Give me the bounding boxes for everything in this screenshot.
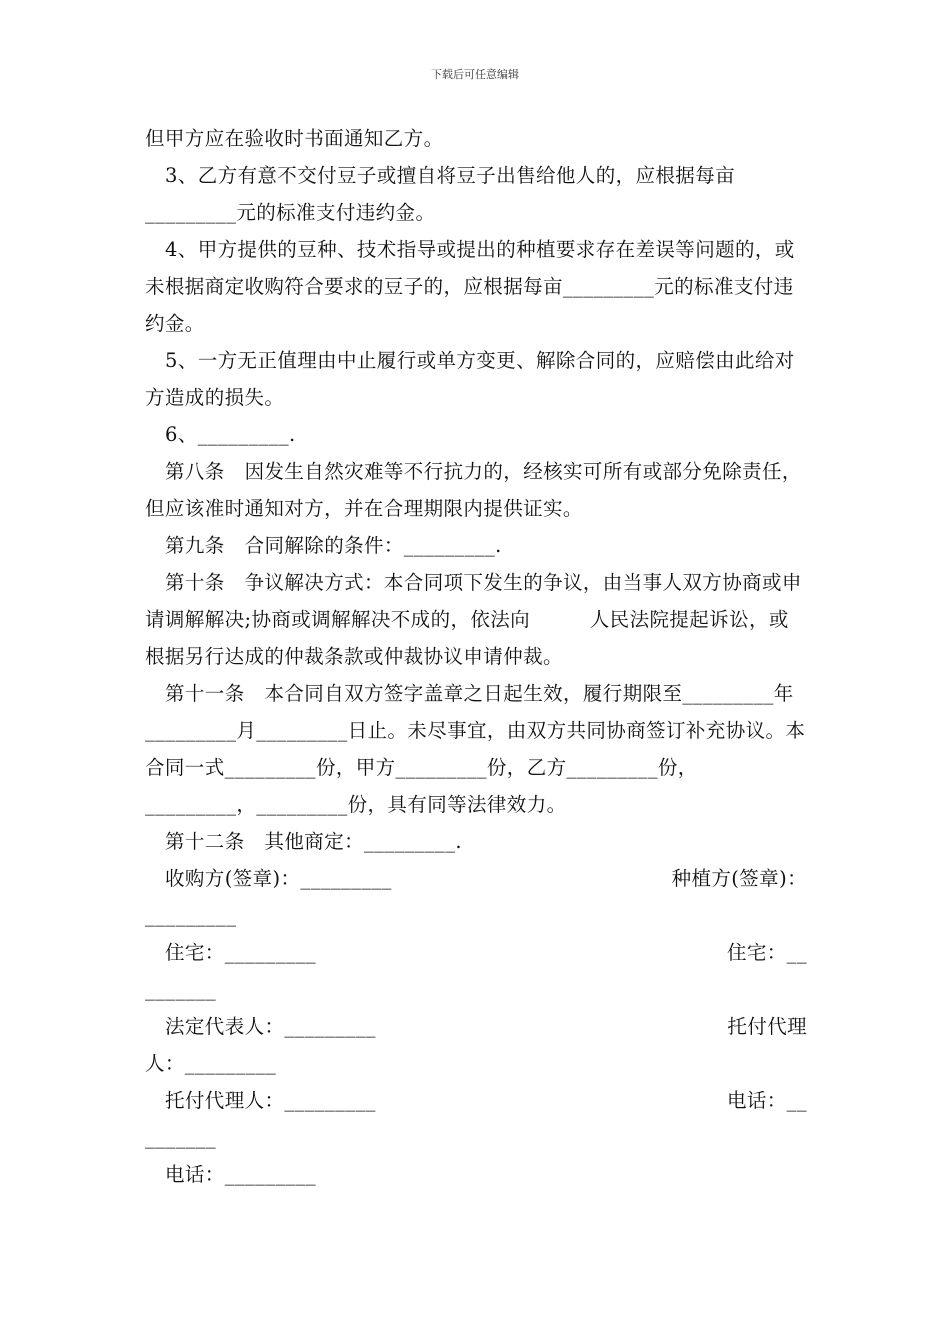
paragraph: 但甲方应在验收时书面通知乙方。	[145, 127, 444, 150]
article-9: 第九条 合同解除的条件：_________.	[165, 534, 502, 557]
buyer-signature: 收购方(签章)：_________	[165, 867, 392, 890]
signature-row	[145, 1082, 807, 1119]
signature-block	[145, 860, 807, 1193]
article-11: 第十一条 本合同自双方签字盖章之日起生效，履行期限至_________年_________月_________日止。未尽事宜，由双方共同协商签订补充协议。本合同一式_________份，甲方_________份，乙方_________份，_________，_________份，具有同等法律效力。	[145, 682, 806, 816]
grower-phone: 电话：__	[726, 1089, 807, 1112]
signature-row-tail: _______	[145, 978, 217, 1001]
buyer-legal-rep: 法定代表人：_________	[165, 1015, 376, 1038]
article-8: 第八条 因发生自然灾难等不行抗力的，经核实可所有或部分免除责任，但应该准时通知对方，并在合理期限内提供证实。	[145, 460, 802, 520]
grower-address: 住宅：__	[726, 941, 807, 964]
buyer-agent: 托付代理人：_________	[165, 1089, 376, 1112]
article-12: 第十二条 其他商定：_________.	[165, 830, 462, 853]
signature-row	[145, 1156, 807, 1193]
article-10: 第十条 争议解决方式：本合同项下发生的争议，由当事人双方协商或申请调解解决;协商或调解解决不成的，依法向 人民法院提起诉讼，或根据另行达成的仲裁条款或仲裁协议申请仲裁。	[145, 571, 802, 668]
page-header-note: 下载后可任意编辑	[431, 68, 519, 81]
paragraph: 6、_________.	[165, 423, 296, 446]
signature-row	[145, 1008, 807, 1045]
contract-body	[145, 120, 807, 1193]
signature-row-tail: _________	[145, 904, 237, 927]
grower-agent: 托付代理	[727, 1015, 807, 1038]
paragraph: 4、甲方提供的豆种、技术指导或提出的种植要求存在差误等问题的，或未根据商定收购符合要求的豆子的，应根据每亩_________元的标准支付违约金。	[145, 238, 795, 335]
buyer-address: 住宅：_________	[165, 941, 317, 964]
signature-row	[145, 860, 807, 897]
signature-row-tail: 人：_________	[145, 1052, 277, 1075]
buyer-phone: 电话：_________	[165, 1163, 317, 1186]
paragraph: 3、乙方有意不交付豆子或擅自将豆子出售给他人的，应根据每亩_________元的标准支付违约金。	[145, 164, 736, 224]
grower-signature: 种植方(签章)：	[671, 867, 807, 890]
paragraph: 5、一方无正值理由中止履行或单方变更、解除合同的，应赔偿由此给对方造成的损失。	[145, 349, 795, 409]
signature-row-tail: _______	[145, 1126, 217, 1149]
signature-row	[145, 934, 807, 971]
